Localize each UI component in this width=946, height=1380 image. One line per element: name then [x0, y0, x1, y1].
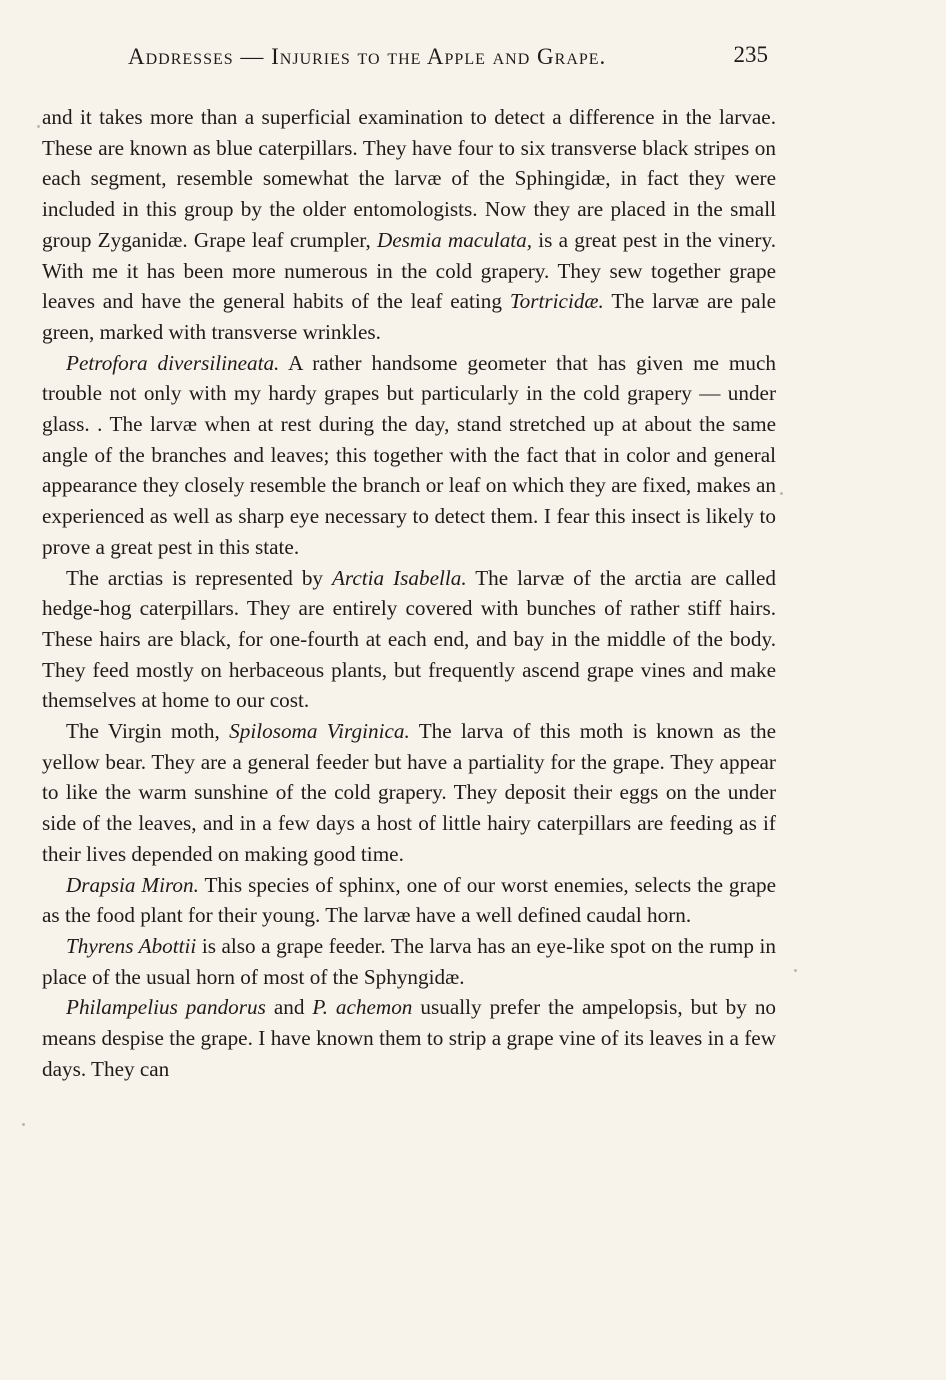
text-run: is a great pest in the vinery. With me it has been more numerous in the cold grapery. They sew together grape leaves and have the general habits of the leaf eating [42, 227, 776, 314]
text-run: and [265, 995, 313, 1020]
page-header [40, 40, 768, 78]
paragraph [42, 102, 776, 348]
text-run: is also a grape feeder. The larva has an eye-like spot on the rump in place of the usual horn of most of the Sphyngidæ. [42, 933, 776, 989]
paragraph [42, 563, 776, 717]
species-name: Philampelius pandorus [66, 995, 266, 1020]
paragraph [42, 870, 776, 931]
text-run: usually prefer the ampelopsis, but by no means despise the grape. I have known them to strip a grape vine of its leaves in a few days. They can [42, 995, 777, 1081]
ink-speck [37, 125, 40, 128]
ink-speck [22, 1123, 25, 1126]
species-name: Thyrens Abottii [66, 933, 197, 958]
species-name: Tortricidæ. [509, 289, 604, 314]
body-text [42, 102, 776, 1085]
text-run: The larvæ of the arctia are called hedge-hog caterpillars. They are entirely covered with bunches of rather stiff hairs. These hairs are black, for one-fourth at each end, and bay in the middle of the body. They feed mostly on herbaceous plants, but frequently ascend grape vines and make themselves at home to our cost. [42, 565, 776, 713]
running-head: Addresses — Injuries to the Apple and Grape. [128, 44, 607, 69]
text-run: The larva of this moth is known as the yellow bear. They are a general feeder but have a partiality for the grape. They appear to like the warm sunshine of the cold grapery. They deposit their eggs on the under side of the leaves, and in a few days a host of little hairy caterpillars are feeding as if their lives depended on making good time. [42, 719, 777, 866]
species-name: Spilosoma Virginica. [229, 719, 410, 744]
species-name: P. achemon [312, 995, 413, 1020]
page-number: 235 [733, 42, 768, 67]
paragraph [42, 931, 776, 992]
species-name: Arctia Isabella. [331, 565, 467, 590]
paragraph [42, 992, 776, 1084]
species-name: Drapsia Miron. [66, 872, 199, 897]
ink-speck [794, 969, 797, 972]
paragraph [42, 716, 776, 870]
text-run: The arctias is represented by [66, 565, 332, 590]
paragraph [42, 348, 776, 563]
text-run: This species of sphinx, one of our worst enemies, selects the grape as the food plant for their young. The larvæ have a well defined caudal horn. [42, 872, 776, 928]
species-name: Petrofora diversilineata. [66, 350, 280, 375]
text-run: and it takes more than a superficial examination to detect a difference in the larvae. These are known as blue caterpillars. They have four to six transverse black stripes on each segment, resemble somewhat the larvæ of the Sphingidæ, in fact they were included in this group by the older entomologists. Now they are placed in the small group Zyganidæ. Grape leaf crumpler, [42, 105, 776, 252]
text-run: A rather handsome geometer that has given me much trouble not only with my hardy grapes but particularly in the cold grapery — under glass. . The larvæ when at rest during the day, stand stretched up at about the same angle of the branches and leaves; this together with the fact that in color and general appearance they closely resemble the branch or leaf on which they are fixed, makes an experienced as well as sharp eye necessary to detect them. I fear this insect is likely to prove a great pest in this state. [42, 350, 776, 559]
species-name: Desmia maculata, [376, 227, 533, 252]
text-run: The Virgin moth, [66, 719, 230, 744]
ink-speck [780, 492, 783, 495]
text-run: The larvæ are pale green, marked with transverse wrinkles. [42, 289, 777, 344]
